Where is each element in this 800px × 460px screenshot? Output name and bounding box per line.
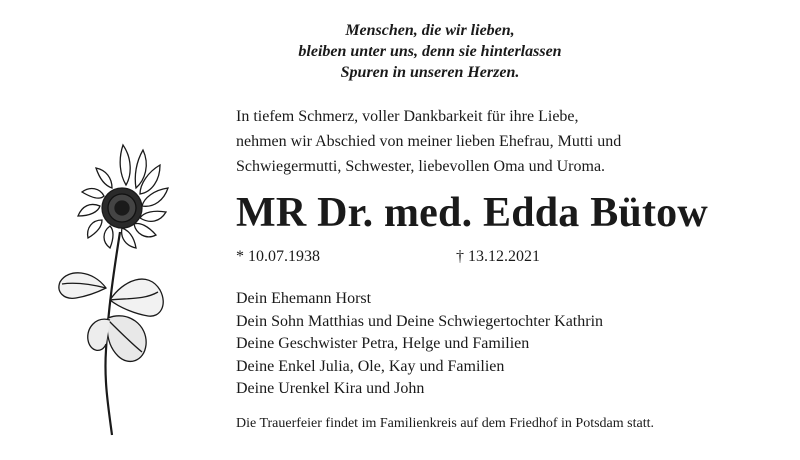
family-line: Dein Sohn Matthias und Deine Schwiegertochter Kathrin xyxy=(236,312,604,330)
family-line: Deine Enkel Julia, Ole, Kay und Familien xyxy=(236,357,505,375)
sunflower-icon xyxy=(48,140,178,440)
intro-line: Schwiegermutti, Schwester, liebevollen Oma und Uroma. xyxy=(236,158,606,175)
death-date: † 13.12.2021 xyxy=(456,248,540,265)
intro-line: nehmen wir Abschied von meiner lieben Ehefrau, Mutti und xyxy=(236,133,622,150)
family-line: Dein Ehemann Horst xyxy=(236,290,372,307)
memorial-quote xyxy=(0,20,800,83)
quote-line: Menschen, die wir lieben, xyxy=(345,22,515,39)
birth-date: * 10.07.1938 xyxy=(236,248,320,265)
funeral-note: Die Trauerfeier findet im Familienkreis auf dem Friedhof in Potsdam statt. xyxy=(236,416,654,431)
quote-line: bleiben unter uns, denn sie hinterlassen xyxy=(298,43,562,60)
family-line: Deine Geschwister Petra, Helge und Familien xyxy=(236,335,530,352)
quote-line: Spuren in unseren Herzen. xyxy=(340,64,520,81)
family-list xyxy=(236,288,756,401)
deceased-name: MR Dr. med. Edda Bütow xyxy=(236,190,708,236)
intro-text xyxy=(236,104,756,179)
family-line: Deine Urenkel Kira und John xyxy=(236,380,425,397)
intro-line: In tiefem Schmerz, voller Dankbarkeit für ihre Liebe, xyxy=(236,108,579,125)
